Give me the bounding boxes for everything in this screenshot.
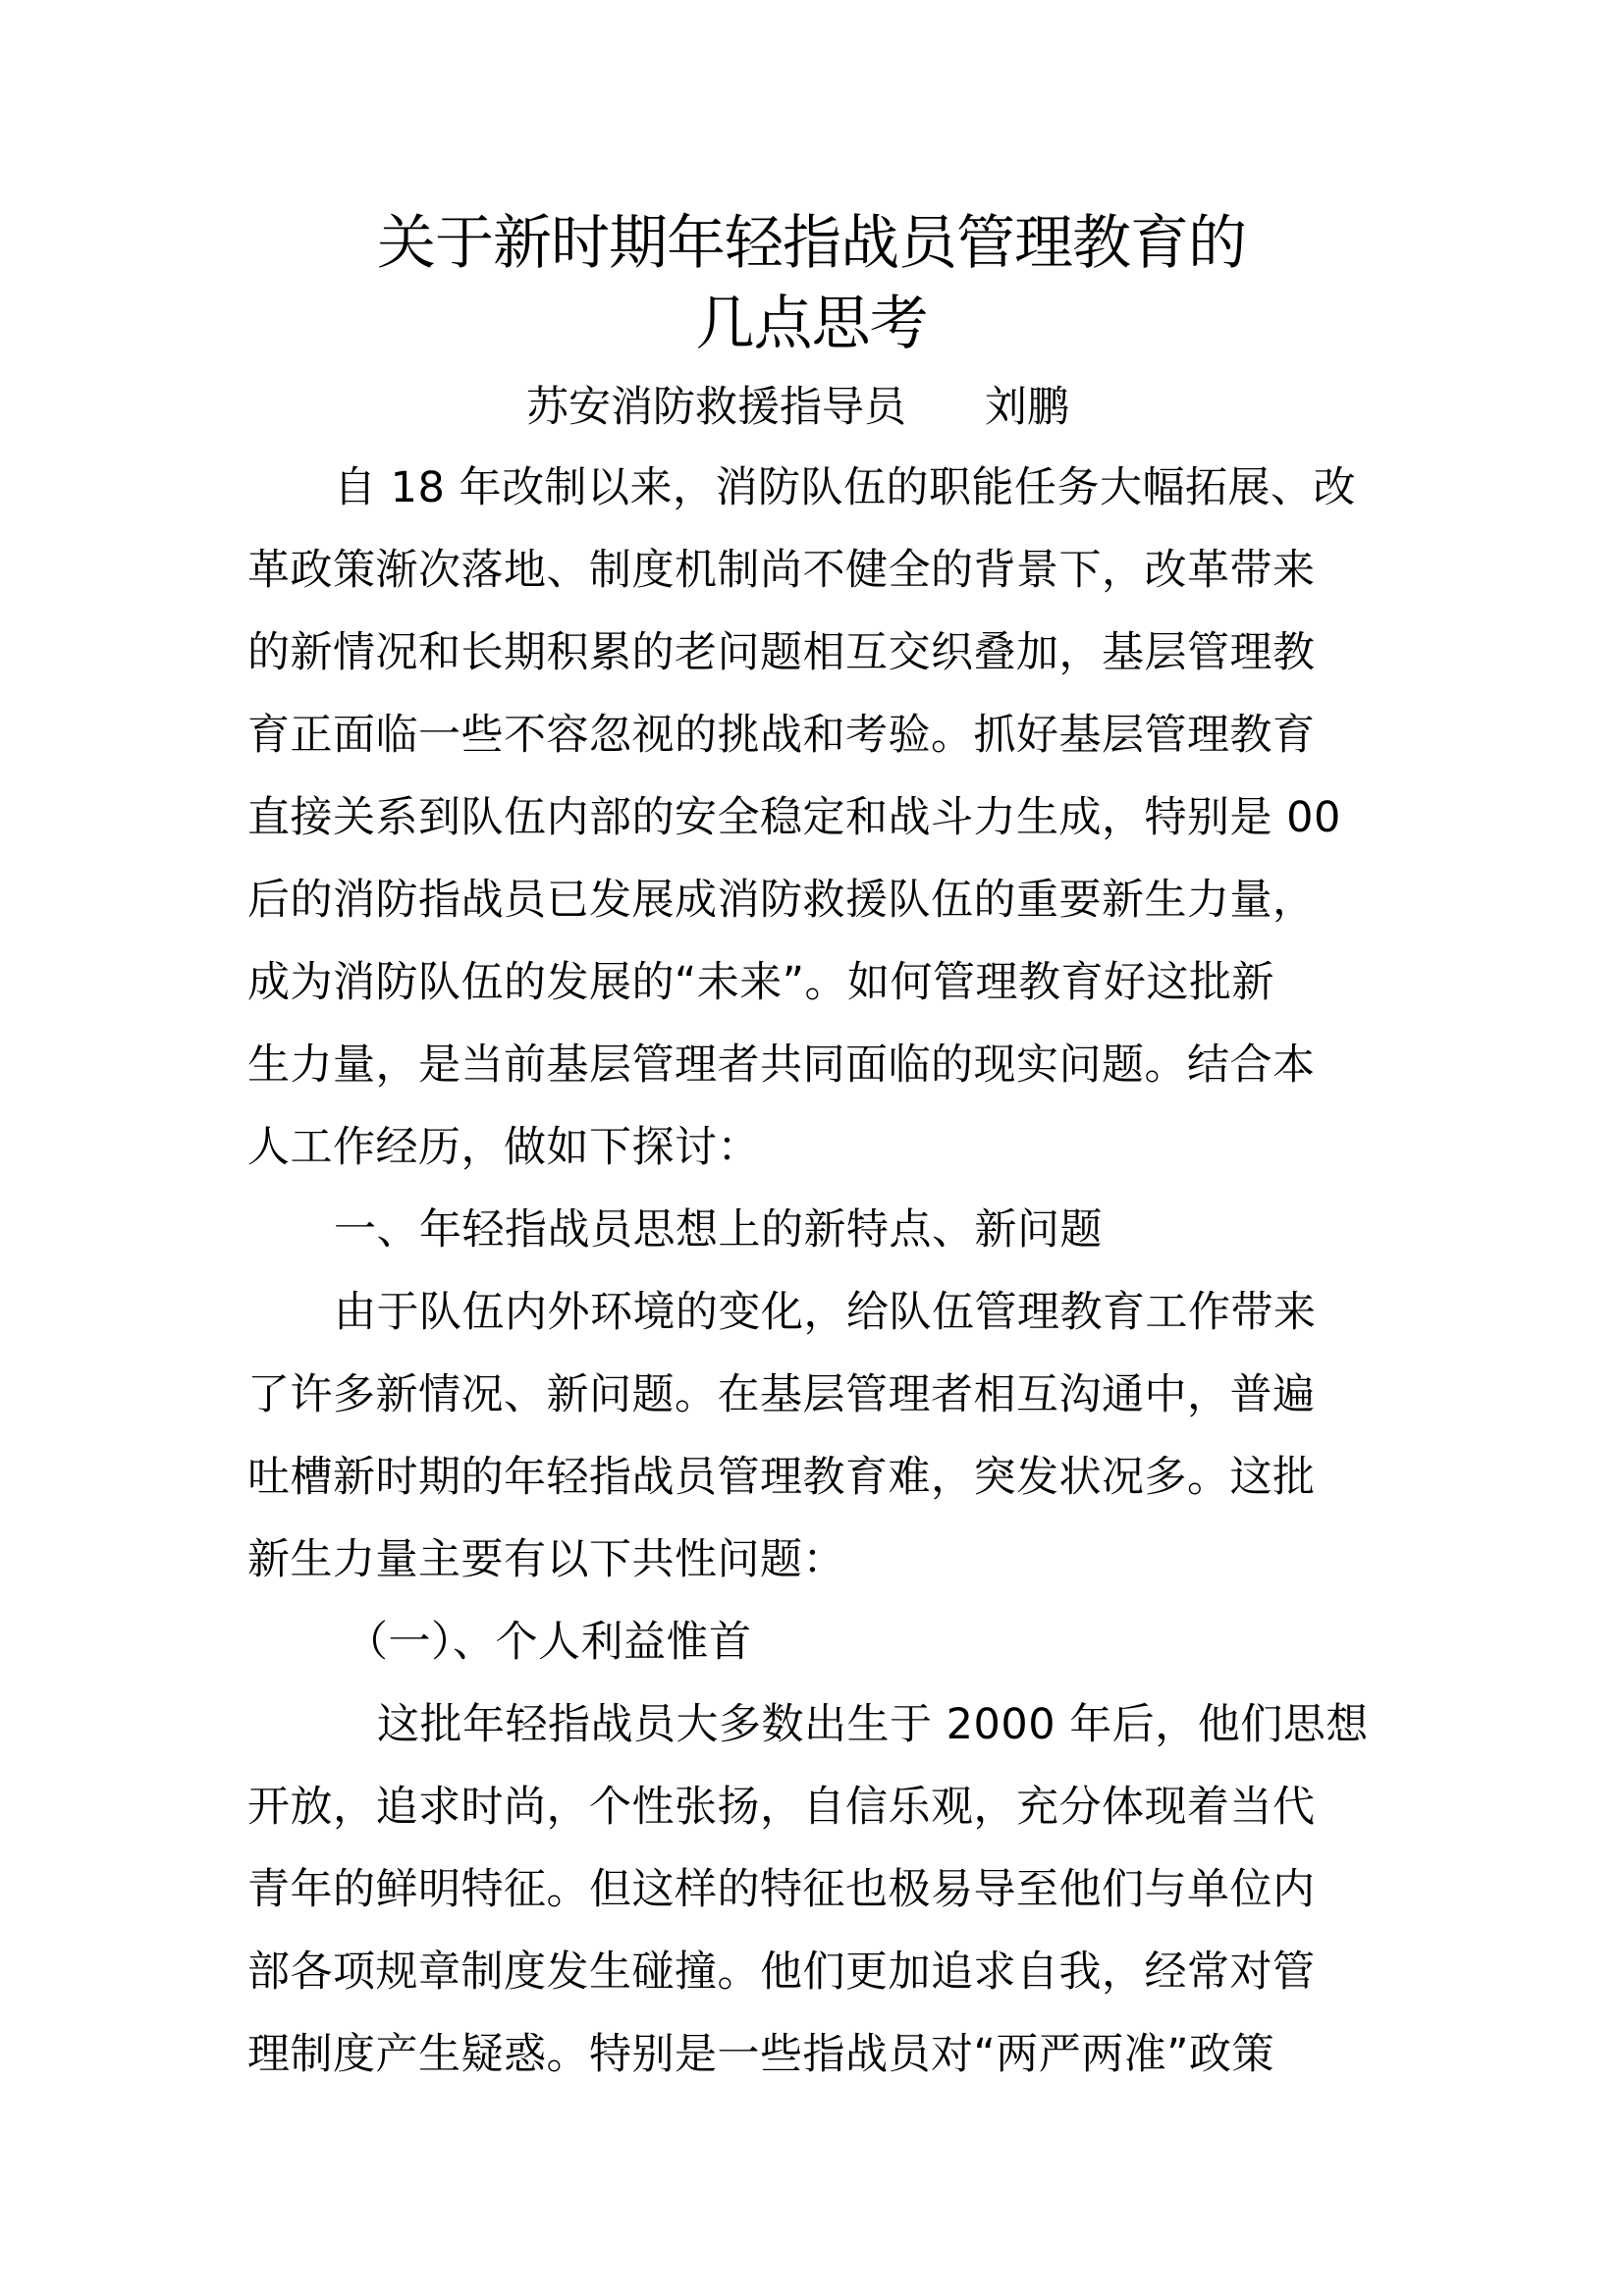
body-line: 由于队伍内外环境的变化，给队伍管理教育工作带来 [334, 1288, 1317, 1337]
body-line: 成为消防队伍的发展的“未来”。如何管理教育好这批新 [247, 958, 1275, 1007]
body-line: 开放，追求时尚，个性张扬，自信乐观，充分体现着当代 [247, 1783, 1316, 1832]
document-title-line-2: 几点思考 [695, 290, 928, 358]
body-line: 新生力量主要有以下共性问题： [247, 1535, 845, 1584]
body-line: 这批年轻指战员大多数出生于 2000 年后，他们思想 [377, 1700, 1369, 1749]
body-line: 后的消防指战员已发展成消防救援队伍的重要新生力量， [247, 876, 1316, 925]
body-line: 理制度产生疑惑。特别是一些指战员对“两严两准”政策 [247, 2030, 1275, 2079]
body-line: 青年的鲜明特征。但这样的特征也极易导至他们与单位内 [247, 1865, 1316, 1914]
body-line: 部各项规章制度发生碰撞。他们更加追求自我，经常对管 [247, 1948, 1316, 1997]
body-line: 的新情况和长期积累的老问题相互交织叠加，基层管理教 [247, 628, 1316, 677]
body-line: 革政策渐次落地、制度机制尚不健全的背景下，改革带来 [247, 546, 1316, 595]
body-line: 人工作经历，做如下探讨： [247, 1123, 760, 1172]
author-name: 刘鹏 [985, 383, 1069, 432]
author-organization: 苏安消防救援指导员 [526, 383, 906, 432]
body-line: 直接关系到队伍内部的安全稳定和战斗力生成，特别是 00 [247, 793, 1341, 842]
section-heading: 一、年轻指战员思想上的新特点、新问题 [334, 1205, 1103, 1255]
body-line: 育正面临一些不容忽视的挑战和考验。抓好基层管理教育 [247, 711, 1316, 760]
body-line: 了许多新情况、新问题。在基层管理者相互沟通中，普遍 [247, 1370, 1316, 1419]
body-line: 生力量，是当前基层管理者共同面临的现实问题。结合本 [247, 1041, 1316, 1090]
document-title-line-1: 关于新时期年轻指战员管理教育的 [377, 209, 1246, 278]
body-line: 自 18 年改制以来，消防队伍的职能任务大幅拓展、改 [334, 463, 1357, 512]
body-line: 吐槽新时期的年轻指战员管理教育难，突发状况多。这批 [247, 1453, 1316, 1502]
subsection-heading: （一）、个人利益惟首 [346, 1618, 752, 1667]
byline [526, 373, 1069, 442]
